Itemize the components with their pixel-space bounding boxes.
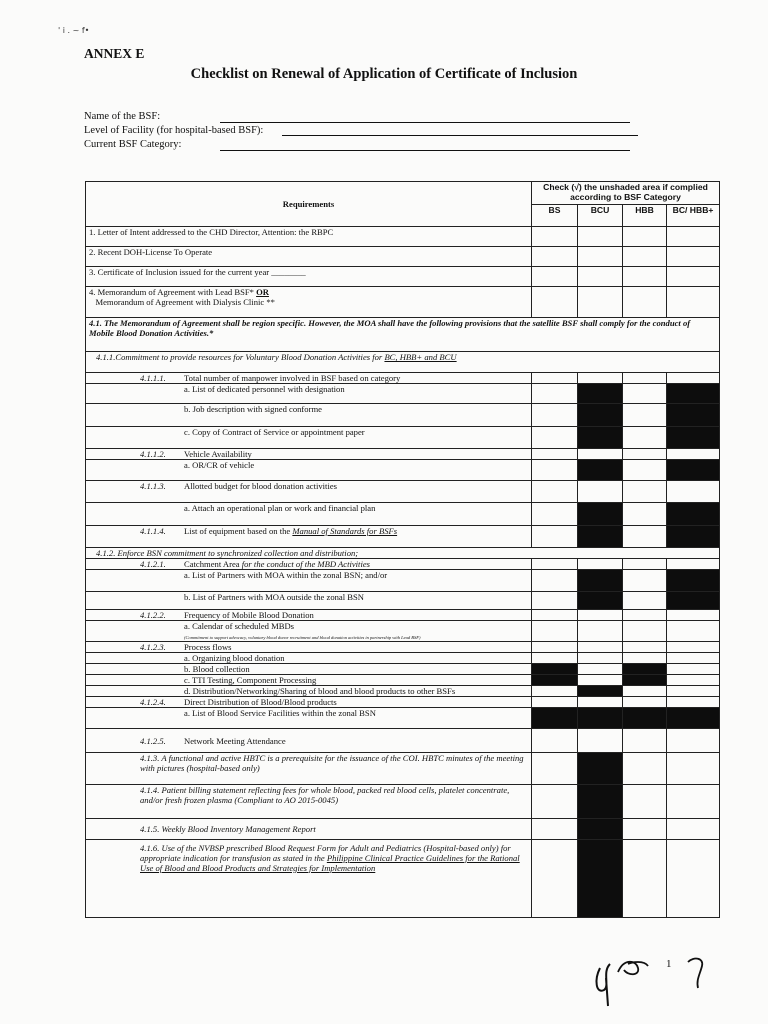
check-cell[interactable] [578,729,623,753]
item-number: 4.1.2.1. [140,559,166,569]
guidelines-reference: Philippine Clinical Practice Guidelines for the Rational Use of Blood and Blood Products and Strategies for Implementation [140,853,520,873]
moa-lead-bsf-text: 4. Memorandum of Agreement with Lead BSF* [89,287,257,297]
item-number: 4.1.2.2. [140,610,166,620]
shaded-cell [623,708,667,729]
shaded-cell [578,592,623,610]
table-row [86,610,720,621]
requirement-text [86,481,532,503]
check-cell[interactable] [532,460,578,481]
check-cell[interactable] [667,819,720,840]
shaded-cell [578,503,623,526]
requirement-text [86,642,532,653]
check-cell[interactable] [578,653,623,664]
check-cell[interactable] [532,526,578,548]
table-row [86,460,720,481]
requirement-text: 4.1.3. A functional and active HBTC is a prerequisite for the issuance of the COI. HBTC minutes of the meeting with pictures (hospital-based only) [86,753,532,785]
handwritten-mark [682,954,712,994]
requirement-text [86,621,532,642]
check-cell[interactable] [532,840,578,918]
shaded-cell [667,503,720,526]
check-cell[interactable] [623,729,667,753]
moa-dialysis-text: Memorandum of Agreement with Dialysis Clinic ** [95,297,275,307]
category-bcu-header: BCU [578,205,623,227]
check-cell[interactable] [667,785,720,819]
bsf-category-label: Current BSF Category: [84,139,182,150]
corner-marks: ' i . ~ f• [58,26,90,35]
check-cell[interactable] [578,227,623,247]
check-cell[interactable] [667,287,720,318]
table-row [86,548,720,559]
check-cell[interactable] [578,621,623,642]
section-heading: 4.1.2. Enforce BSN commitment to synchronized collection and distribution; [86,548,720,559]
check-cell[interactable] [667,675,720,686]
requirement-text: a. List of Blood Service Facilities within the zonal BSN [86,708,532,729]
shaded-cell [532,664,578,675]
shaded-cell [578,785,623,819]
check-cell[interactable] [578,267,623,287]
requirement-text [86,840,532,918]
shaded-cell [532,675,578,686]
shaded-cell [667,526,720,548]
requirement-text [86,729,532,753]
shaded-cell [623,675,667,686]
annex-label: ANNEX E [84,46,145,61]
shaded-cell [578,686,623,697]
check-cell[interactable] [623,653,667,664]
check-cell[interactable] [532,404,578,427]
table-row [86,570,720,592]
check-cell[interactable] [667,753,720,785]
table-row [86,697,720,708]
item-number: 4.1.1.1. [140,373,166,383]
item-label: Allotted budget for blood donation activities [184,481,337,491]
check-cell[interactable] [532,570,578,592]
bsf-name-line[interactable] [220,122,630,123]
table-row [86,267,720,287]
requirement-text [86,287,532,318]
table-row [86,592,720,610]
check-cell[interactable] [667,664,720,675]
table-row [86,287,720,318]
section-heading-underlined: BC, HBB+ and BCU [384,352,457,362]
check-cell[interactable] [667,653,720,664]
item-label: Process flows [184,642,232,652]
item-number: 4.1.1.2. [140,449,166,459]
check-cell[interactable] [667,227,720,247]
check-cell[interactable] [623,592,667,610]
check-cell[interactable] [623,247,667,267]
check-cell[interactable] [667,729,720,753]
check-cell[interactable] [532,686,578,697]
table-row [86,427,720,449]
check-cell[interactable] [532,384,578,404]
section-heading-text: 4.1.1.Commitment to provide resources for Voluntary Blood Donation Activities for [96,352,385,362]
table-row [86,481,720,503]
facility-level-label: Level of Facility (for hospital-based BSF): [84,125,264,136]
check-cell[interactable] [623,570,667,592]
shaded-cell [578,404,623,427]
check-cell[interactable] [578,481,623,503]
check-cell[interactable] [623,503,667,526]
check-cell[interactable] [532,819,578,840]
shaded-cell [578,526,623,548]
table-row [86,840,720,918]
check-cell[interactable] [532,653,578,664]
check-cell[interactable] [532,621,578,642]
item-number: 4.1.2.3. [140,642,166,652]
check-cell[interactable] [623,460,667,481]
table-row [86,227,720,247]
shaded-cell [623,664,667,675]
check-cell[interactable] [578,675,623,686]
section-heading [86,352,720,373]
requirements-header: Requirements [86,182,532,227]
table-row [86,384,720,404]
item-number: 4.1.2.5. [140,735,166,746]
requirement-text: a. List of dedicated personnel with designation [86,384,532,404]
requirement-text: a. OR/CR of vehicle [86,460,532,481]
check-cell[interactable] [623,785,667,819]
check-cell[interactable] [667,621,720,642]
check-instruction-header: Check (√) the unshaded area if complied according to BSF Category [532,182,720,205]
requirement-text: c. TTI Testing, Component Processing [86,675,532,686]
requirement-text: a. List of Partners with MOA within the zonal BSN; and/or [86,570,532,592]
bsf-category-line[interactable] [220,150,630,151]
table-row [86,247,720,267]
requirement-text [86,526,532,548]
check-cell[interactable] [623,384,667,404]
page-number: 1 [666,958,672,970]
item-number: 4.1.1.3. [140,481,166,491]
shaded-cell [667,708,720,729]
check-cell[interactable] [532,481,578,503]
shaded-cell [578,753,623,785]
check-cell[interactable] [623,621,667,642]
item-label: Direct Distribution of Blood/Blood products [184,697,337,707]
check-cell[interactable] [578,287,623,318]
shaded-cell [667,460,720,481]
check-cell[interactable] [623,526,667,548]
item-label-italic: for the conduct of the MBD Activities [241,559,370,569]
check-cell[interactable] [532,503,578,526]
shaded-cell [667,427,720,449]
item-label: Total number of manpower involved in BSF based on category [184,373,401,383]
item-label: Vehicle Availability [184,449,252,459]
check-cell[interactable] [532,729,578,753]
table-row [86,653,720,664]
check-cell[interactable] [623,227,667,247]
or-text: OR [256,287,269,297]
check-cell[interactable] [532,427,578,449]
table-row [86,503,720,526]
shaded-cell [532,708,578,729]
check-cell[interactable] [667,247,720,267]
requirement-text: 2. Recent DOH-License To Operate [86,247,532,267]
check-cell[interactable] [532,227,578,247]
requirement-text [86,373,532,384]
item-number: 4.1.2.4. [140,697,166,707]
table-row [86,675,720,686]
table-row [86,753,720,785]
shaded-cell [578,840,623,918]
check-cell[interactable] [623,686,667,697]
shaded-cell [667,404,720,427]
requirement-text [86,559,532,570]
requirement-text: a. Attach an operational plan or work and financial plan [86,503,532,526]
requirement-text: d. Distribution/Networking/Sharing of blood and blood products to other BSFs [86,686,532,697]
check-cell[interactable] [578,247,623,267]
check-cell[interactable] [667,481,720,503]
requirement-text: 1. Letter of Intent addressed to the CHD Director, Attention: the RBPC [86,227,532,247]
shaded-cell [578,819,623,840]
requirement-text [86,610,532,621]
requirement-text: b. Blood collection [86,664,532,675]
calendar-label: a. Calendar of scheduled MBDs [184,621,295,631]
moa-provision-note: 4.1. The Memorandum of Agreement shall be region specific. However, the MOA shall have the following provisions that the satellite BSF shall comply for the conduct of Mobile Blood Donation Activities.* [86,318,720,352]
shaded-cell [667,384,720,404]
table-row [86,708,720,729]
item-label: Catchment Area [184,559,242,569]
check-cell[interactable] [532,785,578,819]
table-row [86,449,720,460]
requirement-text: a. Organizing blood donation [86,653,532,664]
requirement-text: b. List of Partners with MOA outside the zonal BSN [86,592,532,610]
check-cell[interactable] [532,267,578,287]
check-cell[interactable] [623,753,667,785]
table-row [86,559,720,570]
item-label: Frequency of Mobile Blood Donation [184,610,314,620]
checklist-table [85,181,720,918]
shaded-cell [667,570,720,592]
table-row [86,819,720,840]
item-label: Network Meeting Attendance [184,735,286,746]
signature-initials [588,950,668,1010]
requirement-text [86,697,532,708]
table-row [86,318,720,352]
shaded-cell [578,427,623,449]
category-bc-hbb-plus-header: BC/ HBB+ [667,205,720,227]
table-row [86,373,720,384]
check-cell[interactable] [623,287,667,318]
check-cell[interactable] [667,267,720,287]
shaded-cell [578,708,623,729]
check-cell[interactable] [667,840,720,918]
bsf-name-label: Name of the BSF: [84,111,161,122]
requirement-text: 3. Certificate of Inclusion issued for the current year ________ [86,267,532,287]
item-label: List of equipment based on the [184,526,293,536]
check-cell[interactable] [623,840,667,918]
table-row [86,526,720,548]
check-cell[interactable] [623,427,667,449]
shaded-cell [578,570,623,592]
requirement-text: b. Job description with signed conforme [86,404,532,427]
page-title: Checklist on Renewal of Application of Certificate of Inclusion [190,66,578,82]
check-cell[interactable] [623,481,667,503]
requirement-text: 4.1.5. Weekly Blood Inventory Management Report [86,819,532,840]
commitment-note: (Commitment to support advocacy, voluntary blood donor recruitment and blood donation activities in partnership with Lead BSF) [184,635,421,640]
requirement-text: c. Copy of Contract of Service or appointment paper [86,427,532,449]
check-cell[interactable] [623,819,667,840]
check-cell[interactable] [532,753,578,785]
facility-level-line[interactable] [282,135,638,136]
requirement-text [86,449,532,460]
manual-reference: Manual of Standards for BSFs [292,526,398,536]
check-cell[interactable] [667,686,720,697]
table-row [86,404,720,427]
table-row [86,621,720,642]
category-bs-header: BS [532,205,578,227]
table-row [86,642,720,653]
check-cell[interactable] [623,404,667,427]
check-cell[interactable] [532,592,578,610]
shaded-cell [578,460,623,481]
table-row [86,686,720,697]
check-cell[interactable] [532,287,578,318]
category-hbb-header: HBB [623,205,667,227]
shaded-cell [578,384,623,404]
check-cell[interactable] [578,664,623,675]
item-number: 4.1.1.4. [140,526,166,536]
check-cell[interactable] [532,247,578,267]
check-cell[interactable] [623,267,667,287]
table-row [86,352,720,373]
table-row [86,785,720,819]
requirement-text: 4.1.4. Patient billing statement reflecting fees for whole blood, packed red blood cells, platelet concentrate, and/or fresh frozen plasma (Compliant to AO 2015-0045) [86,785,532,819]
table-row [86,664,720,675]
shaded-cell [667,592,720,610]
blood-request-text: 4.1.6. Use of the NVBSP prescribed Blood Request Form for Adult and Pediatrics (Hospital-based only) for appropriate indication for transfusion as stated in the [140,843,511,863]
table-row [86,729,720,753]
